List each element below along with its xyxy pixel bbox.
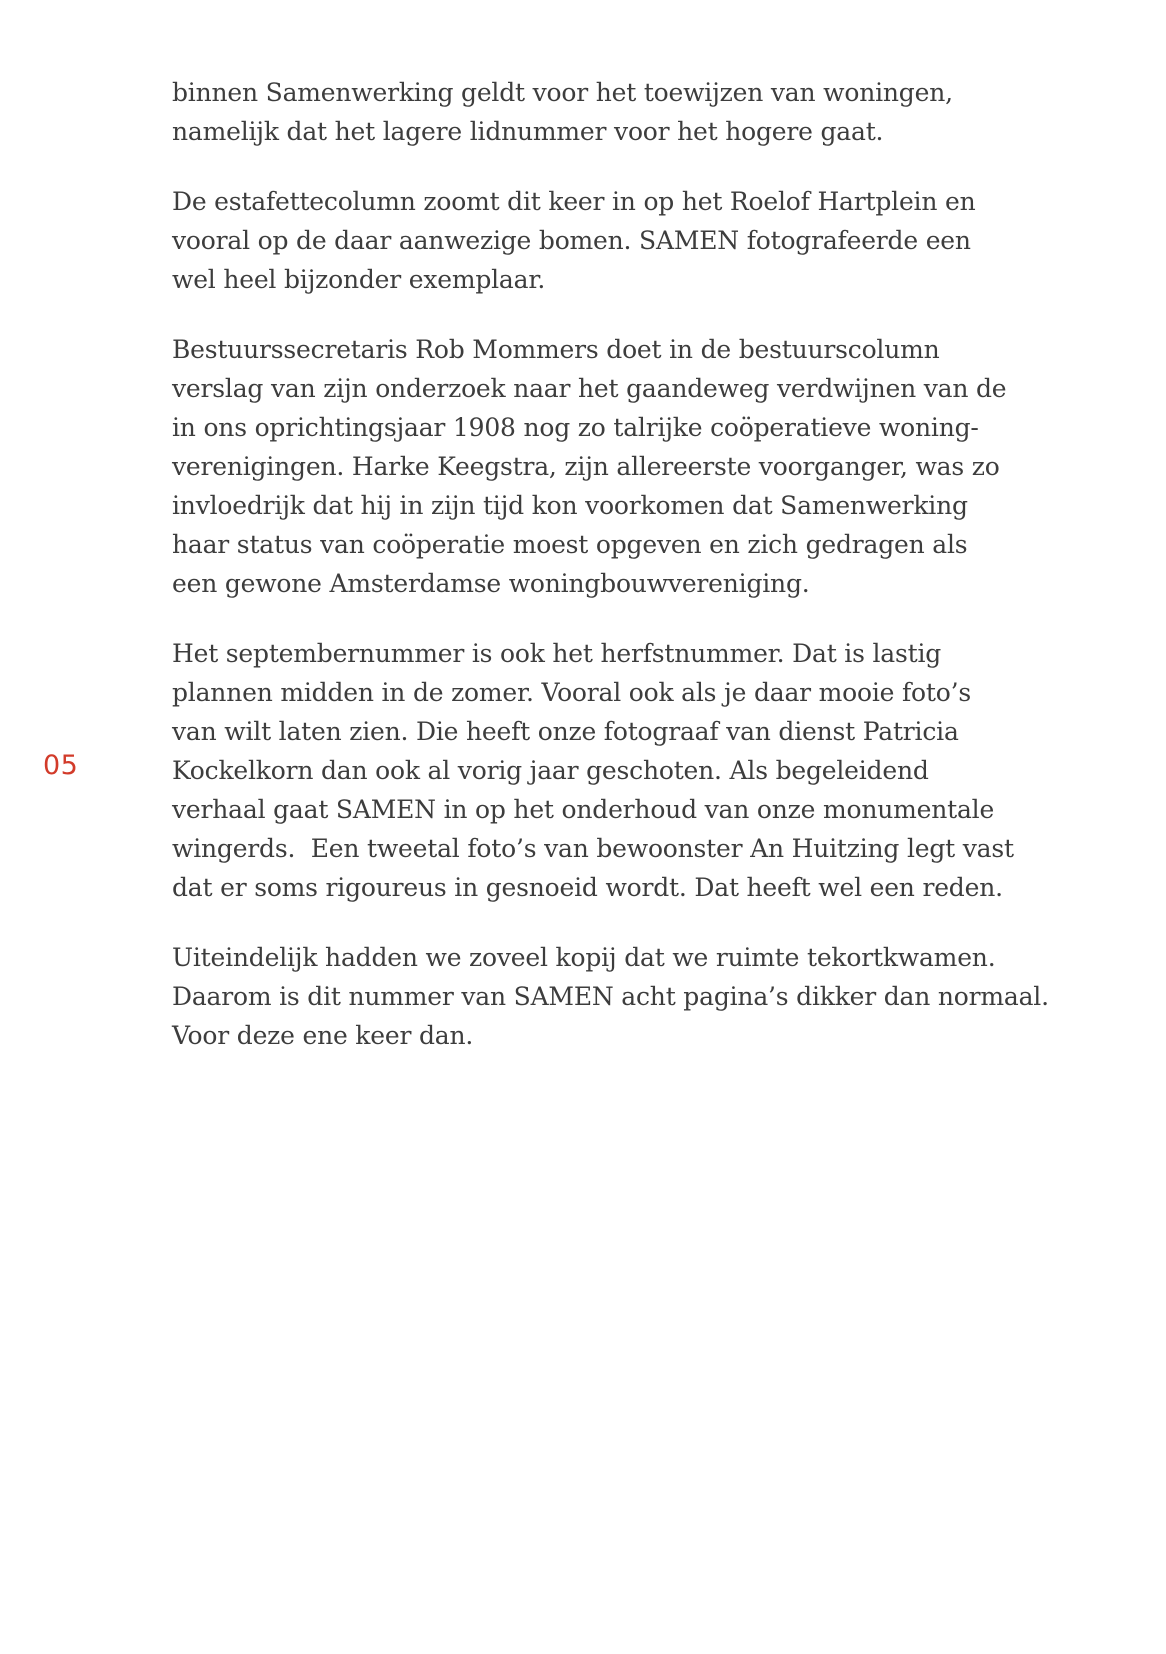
text-line: vooral op de daar aanwezige bomen. SAMEN fotografeerde een	[172, 226, 971, 255]
text-line: Het septembernummer is ook het herfstnummer. Dat is lastig	[172, 639, 942, 668]
text-line: binnen Samenwerking geldt voor het toewijzen van woningen,	[172, 78, 953, 107]
text-line: Daarom is dit nummer van SAMEN acht pagina’s dikker dan normaal.	[172, 982, 1049, 1011]
text-line: Voor deze ene keer dan.	[172, 1021, 474, 1050]
text-line: wel heel bijzonder exemplaar.	[172, 265, 546, 294]
text-line: invloedrijk dat hij in zijn tijd kon voorkomen dat Samenwerking	[172, 491, 968, 520]
text-line: namelijk dat het lagere lidnummer voor het hogere gaat.	[172, 117, 884, 146]
body-text-column	[172, 73, 1072, 1086]
text-line: Bestuurssecretaris Rob Mommers doet in de bestuurscolumn	[172, 335, 940, 364]
paragraph	[172, 330, 1072, 603]
text-line: De estafettecolumn zoomt dit keer in op het Roelof Hartplein en	[172, 187, 976, 216]
paragraph	[172, 634, 1072, 907]
paragraph	[172, 938, 1072, 1055]
text-line: dat er soms rigoureus in gesnoeid wordt. Dat heeft wel een reden.	[172, 873, 1003, 902]
text-line: Kockelkorn dan ook al vorig jaar geschoten. Als begeleidend	[172, 756, 929, 785]
text-line: wingerds. Een tweetal foto’s van bewoonster An Huitzing legt vast	[172, 834, 1014, 863]
text-line: haar status van coöperatie moest opgeven en zich gedragen als	[172, 530, 968, 559]
text-line: verhaal gaat SAMEN in op het onderhoud van onze monumentale	[172, 795, 995, 824]
paragraph	[172, 182, 1072, 299]
text-line: in ons oprichtingsjaar 1908 nog zo talrijke coöperatieve woning-	[172, 413, 979, 442]
page-number: 05	[43, 750, 79, 781]
text-line: plannen midden in de zomer. Vooral ook als je daar mooie foto’s	[172, 678, 971, 707]
text-line: verslag van zijn onderzoek naar het gaandeweg verdwijnen van de	[172, 374, 1007, 403]
text-line: Uiteindelijk hadden we zoveel kopij dat we ruimte tekortkwamen.	[172, 943, 996, 972]
text-line: verenigingen. Harke Keegstra, zijn allereerste voorganger, was zo	[172, 452, 1000, 481]
paragraph	[172, 73, 1072, 151]
text-line: een gewone Amsterdamse woningbouwvereniging.	[172, 569, 810, 598]
text-line: van wilt laten zien. Die heeft onze fotograaf van dienst Patricia	[172, 717, 959, 746]
